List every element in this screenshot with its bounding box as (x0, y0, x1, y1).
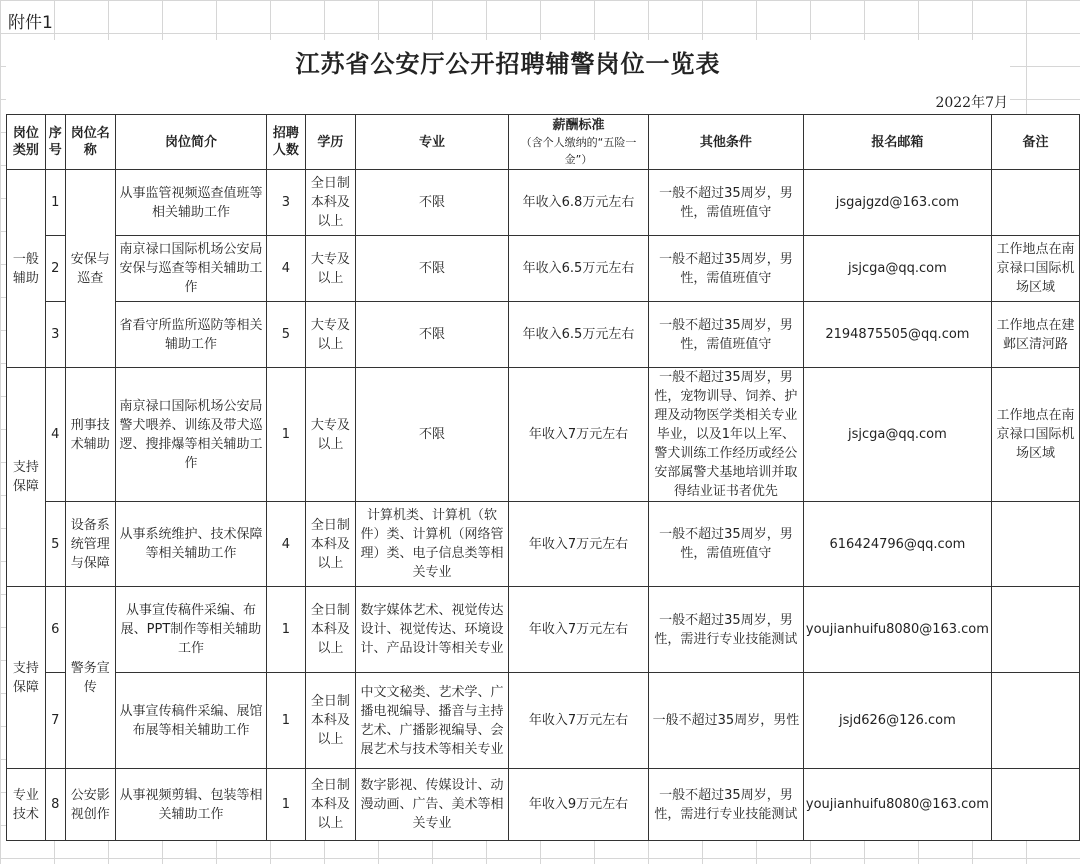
email-cell: jsjcga@qq.com (803, 368, 991, 502)
major-cell: 数字影视、传媒设计、动漫动画、广告、美术等相关专业 (356, 769, 509, 841)
major-cell: 不限 (356, 302, 509, 368)
position-name-cell: 刑事技术辅助 (65, 368, 115, 502)
count-cell: 1 (267, 673, 306, 769)
attachment-label: 附件1 (8, 13, 53, 33)
intro-cell: 从事宣传稿件采编、展馆布展等相关辅助工作 (115, 673, 266, 769)
count-cell: 3 (267, 170, 306, 236)
remark-cell: 工作地点在南京禄口国际机场区域 (991, 236, 1079, 302)
email-cell: jsjd626@126.com (803, 673, 991, 769)
conditions-cell: 一般不超过35周岁，男性，需进行专业技能测试 (648, 769, 803, 841)
edu-cell: 全日制本科及以上 (305, 502, 355, 587)
table-row (7, 236, 1080, 302)
header-remark: 备注 (991, 115, 1079, 170)
table-row (7, 170, 1080, 236)
count-cell: 4 (267, 502, 306, 587)
edu-cell: 全日制本科及以上 (305, 587, 355, 673)
count-cell: 1 (267, 769, 306, 841)
intro-cell: 从事系统维护、技术保障等相关辅助工作 (115, 502, 266, 587)
intro-cell: 从事监管视频巡查值班等相关辅助工作 (115, 170, 266, 236)
major-cell: 中文文秘类、艺术学、广播电视编导、播音与主持艺术、广播影视编导、会展艺术与技术等相关专业 (356, 673, 509, 769)
category-cell: 一般辅助 (7, 170, 46, 368)
intro-cell: 省看守所监所巡防等相关辅助工作 (115, 302, 266, 368)
salary-cell: 年收入7万元左右 (509, 673, 649, 769)
header-edu: 学历 (305, 115, 355, 170)
category-cell: 支持保障 (7, 368, 46, 587)
header-no: 序号 (45, 115, 65, 170)
edu-cell: 大专及以上 (305, 236, 355, 302)
conditions-cell: 一般不超过35周岁，男性，需值班值守 (648, 170, 803, 236)
position-name-cell: 公安影视创作 (65, 769, 115, 841)
position-name-cell: 警务宣传 (65, 587, 115, 769)
header-name: 岗位名称 (65, 115, 115, 170)
major-cell: 计算机类、计算机（软件）类、计算机（网络管理）类、电子信息类等相关专业 (356, 502, 509, 587)
salary-cell: 年收入6.5万元左右 (509, 236, 649, 302)
intro-cell: 南京禄口国际机场公安局安保与巡查等相关辅助工作 (115, 236, 266, 302)
conditions-cell: 一般不超过35周岁，男性，需值班值守 (648, 502, 803, 587)
no-cell: 3 (45, 302, 65, 368)
salary-cell: 年收入6.5万元左右 (509, 302, 649, 368)
conditions-cell: 一般不超过35周岁，男性，需进行专业技能测试 (648, 587, 803, 673)
count-cell: 4 (267, 236, 306, 302)
positions-table (6, 114, 1080, 841)
header-category: 岗位类别 (7, 115, 46, 170)
table-row (7, 302, 1080, 368)
header-salary-note: （含个人缴纳的“五险一金”） (520, 135, 637, 166)
salary-cell: 年收入7万元左右 (509, 368, 649, 502)
edu-cell: 大专及以上 (305, 368, 355, 502)
count-cell: 1 (267, 587, 306, 673)
date-row (6, 88, 1010, 114)
salary-cell: 年收入7万元左右 (509, 502, 649, 587)
position-name-cell: 设备系统管理与保障 (65, 502, 115, 587)
no-cell: 7 (45, 673, 65, 769)
table-row (7, 769, 1080, 841)
remark-cell (991, 502, 1079, 587)
intro-cell: 南京禄口国际机场公安局警犬喂养、训练及带犬巡逻、搜排爆等相关辅助工作 (115, 368, 266, 502)
no-cell: 6 (45, 587, 65, 673)
count-cell: 1 (267, 368, 306, 502)
email-cell: 2194875505@qq.com (803, 302, 991, 368)
salary-cell: 年收入7万元左右 (509, 587, 649, 673)
edu-cell: 全日制本科及以上 (305, 769, 355, 841)
count-cell: 5 (267, 302, 306, 368)
header-row (7, 115, 1080, 170)
no-cell: 1 (45, 170, 65, 236)
position-name-cell: 安保与巡查 (65, 170, 115, 368)
remark-cell: 工作地点在南京禄口国际机场区域 (991, 368, 1079, 502)
intro-cell: 从事视频剪辑、包装等相关辅助工作 (115, 769, 266, 841)
header-major: 专业 (356, 115, 509, 170)
email-cell: youjianhuifu8080@163.com (803, 587, 991, 673)
email-cell: jsjcga@qq.com (803, 236, 991, 302)
conditions-cell: 一般不超过35周岁，男性，宠物训导、饲养、护理及动物医学类相关专业毕业，以及1年以上军、警犬训练工作经历或经公安部属警犬基地培训并取得结业证书者优先 (648, 368, 803, 502)
major-cell: 不限 (356, 236, 509, 302)
page-title: 江苏省公安厅公开招聘辅警岗位一览表 (295, 49, 721, 78)
title-row (6, 40, 1010, 89)
email-cell: 616424796@qq.com (803, 502, 991, 587)
table-row (7, 673, 1080, 769)
edu-cell: 全日制本科及以上 (305, 673, 355, 769)
conditions-cell: 一般不超过35周岁，男性，需值班值守 (648, 236, 803, 302)
category-cell: 支持保障 (7, 587, 46, 769)
remark-cell (991, 769, 1079, 841)
remark-cell (991, 170, 1079, 236)
header-salary (509, 115, 649, 170)
date-label: 2022年7月 (935, 95, 1008, 111)
no-cell: 4 (45, 368, 65, 502)
no-cell: 8 (45, 769, 65, 841)
remark-cell (991, 673, 1079, 769)
header-intro: 岗位简介 (115, 115, 266, 170)
major-cell: 不限 (356, 368, 509, 502)
header-salary-label: 薪酬标准 (552, 117, 605, 133)
table-row (7, 368, 1080, 502)
remark-cell: 工作地点在建邺区清河路 (991, 302, 1079, 368)
edu-cell: 大专及以上 (305, 302, 355, 368)
header-conditions: 其他条件 (648, 115, 803, 170)
conditions-cell: 一般不超过35周岁，男性 (648, 673, 803, 769)
email-cell: youjianhuifu8080@163.com (803, 769, 991, 841)
major-cell: 不限 (356, 170, 509, 236)
salary-cell: 年收入9万元左右 (509, 769, 649, 841)
edu-cell: 全日制本科及以上 (305, 170, 355, 236)
table-row (7, 587, 1080, 673)
category-cell: 专业技术 (7, 769, 46, 841)
header-count: 招聘人数 (267, 115, 306, 170)
header-email: 报名邮箱 (803, 115, 991, 170)
remark-cell (991, 587, 1079, 673)
table-row (7, 502, 1080, 587)
no-cell: 2 (45, 236, 65, 302)
salary-cell: 年收入6.8万元左右 (509, 170, 649, 236)
no-cell: 5 (45, 502, 65, 587)
email-cell: jsgajgzd@163.com (803, 170, 991, 236)
major-cell: 数字媒体艺术、视觉传达设计、视觉传达、环境设计、产品设计等相关专业 (356, 587, 509, 673)
intro-cell: 从事宣传稿件采编、布展、PPT制作等相关辅助工作 (115, 587, 266, 673)
conditions-cell: 一般不超过35周岁，男性，需值班值守 (648, 302, 803, 368)
